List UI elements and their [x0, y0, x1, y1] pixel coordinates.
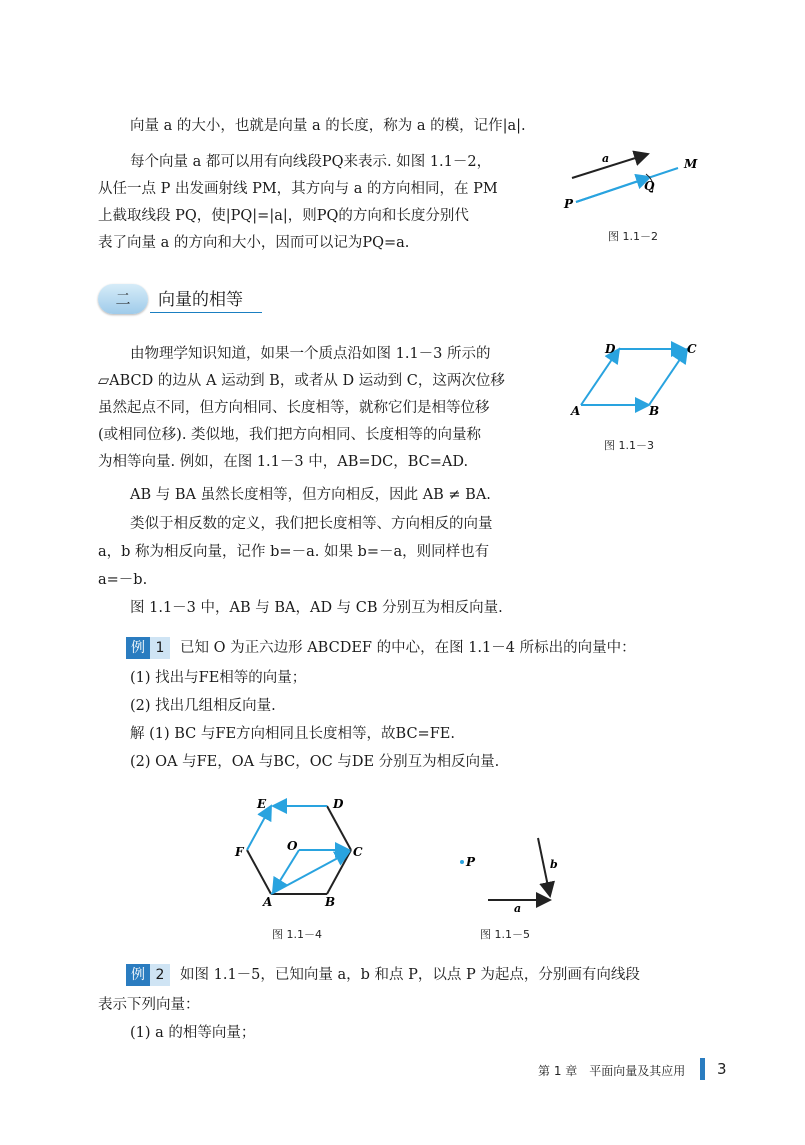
- section-heading: [98, 281, 268, 317]
- svg-text:P: P: [466, 855, 476, 869]
- paragraph-physics-line1: 由物理学知识知道，如果一个质点沿如图 1.1－3 所示的: [130, 346, 491, 362]
- figure-1-1-4: [225, 790, 375, 915]
- paragraph-physics-line4: (或相同位移). 类似地，我们把方向相同、长度相等的向量称: [98, 427, 482, 443]
- example-1-question-2: (2) 找出几组相反向量.: [130, 698, 276, 714]
- caption-fig-1-1-5: 图 1.1－5: [480, 928, 530, 941]
- svg-text:D: D: [605, 342, 616, 356]
- example-1-solution-1: 解 (1) BC 与FE方向相同且长度相等，故BC=FE.: [130, 726, 455, 742]
- svg-text:a: a: [602, 152, 610, 165]
- example-2-statement: 如图 1.1－5，已知向量 a，b 和点 P，以点 P 为起点，分别画有向线段: [180, 967, 640, 983]
- section-number: 二: [98, 284, 148, 314]
- paragraph-pq-line3: 上截取线段 PQ，使|PQ|=|a|，则PQ的方向和长度分别代: [98, 208, 469, 224]
- paragraph-opposite-example: 图 1.1－3 中，AB 与 BA，AD 与 CB 分别互为相反向量.: [130, 600, 503, 616]
- page-number: 3: [717, 1060, 727, 1078]
- vector-a-line: [572, 154, 648, 178]
- svg-text:O: O: [287, 839, 298, 853]
- example-2-statement-cont: 表示下列向量：: [98, 997, 200, 1013]
- svg-text:F: F: [235, 845, 244, 859]
- example-2-question-1: (1) a 的相等向量；: [130, 1025, 256, 1041]
- paragraph-modulus: 向量 a 的大小，也就是向量 a 的长度，称为 a 的模，记作|a|.: [130, 118, 526, 134]
- svg-text:A: A: [571, 404, 581, 418]
- svg-text:Q: Q: [644, 179, 655, 193]
- svg-text:A: A: [263, 895, 273, 909]
- paragraph-opposite-line3: a=－b.: [98, 572, 148, 588]
- section-title: 向量的相等: [158, 290, 243, 310]
- paragraph-opposite-direction: AB 与 BA 虽然长度相等，但方向相反，因此 AB ≠ BA.: [130, 487, 491, 503]
- paragraph-physics-line3: 虽然起点不同，但方向相同、长度相等，就称它们是相等位移: [98, 400, 490, 416]
- vector-pq-line: [576, 177, 650, 202]
- svg-text:b: b: [550, 858, 558, 871]
- svg-text:B: B: [325, 895, 336, 909]
- paragraph-pq-line4: 表了向量 a 的方向和大小，因而可以记为PQ=a.: [98, 235, 410, 251]
- caption-fig-1-1-3: 图 1.1－3: [604, 439, 654, 452]
- svg-text:D: D: [333, 797, 344, 811]
- footer-divider: [700, 1058, 705, 1080]
- caption-fig-1-1-2: 图 1.1－2: [608, 230, 658, 243]
- svg-text:C: C: [687, 342, 697, 356]
- figure-1-1-3: [565, 335, 705, 425]
- paragraph-physics-line5: 为相等向量. 例如，在图 1.1－3 中，AB=DC，BC=AD.: [98, 454, 469, 470]
- example-1-question-1: (1) 找出与FE相等的向量；: [130, 670, 307, 686]
- svg-text:M: M: [684, 157, 698, 171]
- example-1-solution-2: (2) OA 与FE，OA 与BC，OC 与DE 分别互为相反向量.: [130, 754, 500, 770]
- figure-1-1-5: [450, 830, 570, 915]
- paragraph-opposite-line2: a，b 称为相反向量，记作 b=－a. 如果 b=－a，则同样也有: [98, 544, 490, 560]
- svg-text:a: a: [514, 902, 522, 915]
- caption-fig-1-1-4: 图 1.1－4: [272, 928, 322, 941]
- paragraph-opposite-line1: 类似于相反数的定义，我们把长度相等、方向相反的向量: [130, 516, 493, 532]
- svg-text:B: B: [649, 404, 660, 418]
- example-2-tag: 例 2: [126, 964, 170, 986]
- svg-text:E: E: [257, 797, 267, 811]
- svg-text:P: P: [564, 197, 574, 211]
- example-1-statement: 已知 O 为正六边形 ABCDEF 的中心，在图 1.1－4 所标出的向量中：: [180, 640, 636, 656]
- footer-chapter: 第 1 章 平面向量及其应用: [538, 1064, 686, 1078]
- example-1-tag: 例 1: [126, 637, 170, 659]
- figure-1-1-2: [560, 140, 710, 220]
- svg-text:C: C: [353, 845, 363, 859]
- paragraph-physics-line2: ▱ABCD 的边从 A 运动到 B，或者从 D 运动到 C，这两次位移: [98, 373, 505, 389]
- paragraph-pq-line1: 每个向量 a 都可以用有向线段PQ来表示. 如图 1.1－2，: [130, 154, 492, 170]
- section-underline: [150, 312, 262, 313]
- paragraph-pq-line2: 从任一点 P 出发画射线 PM，其方向与 a 的方向相同，在 PM: [98, 181, 498, 197]
